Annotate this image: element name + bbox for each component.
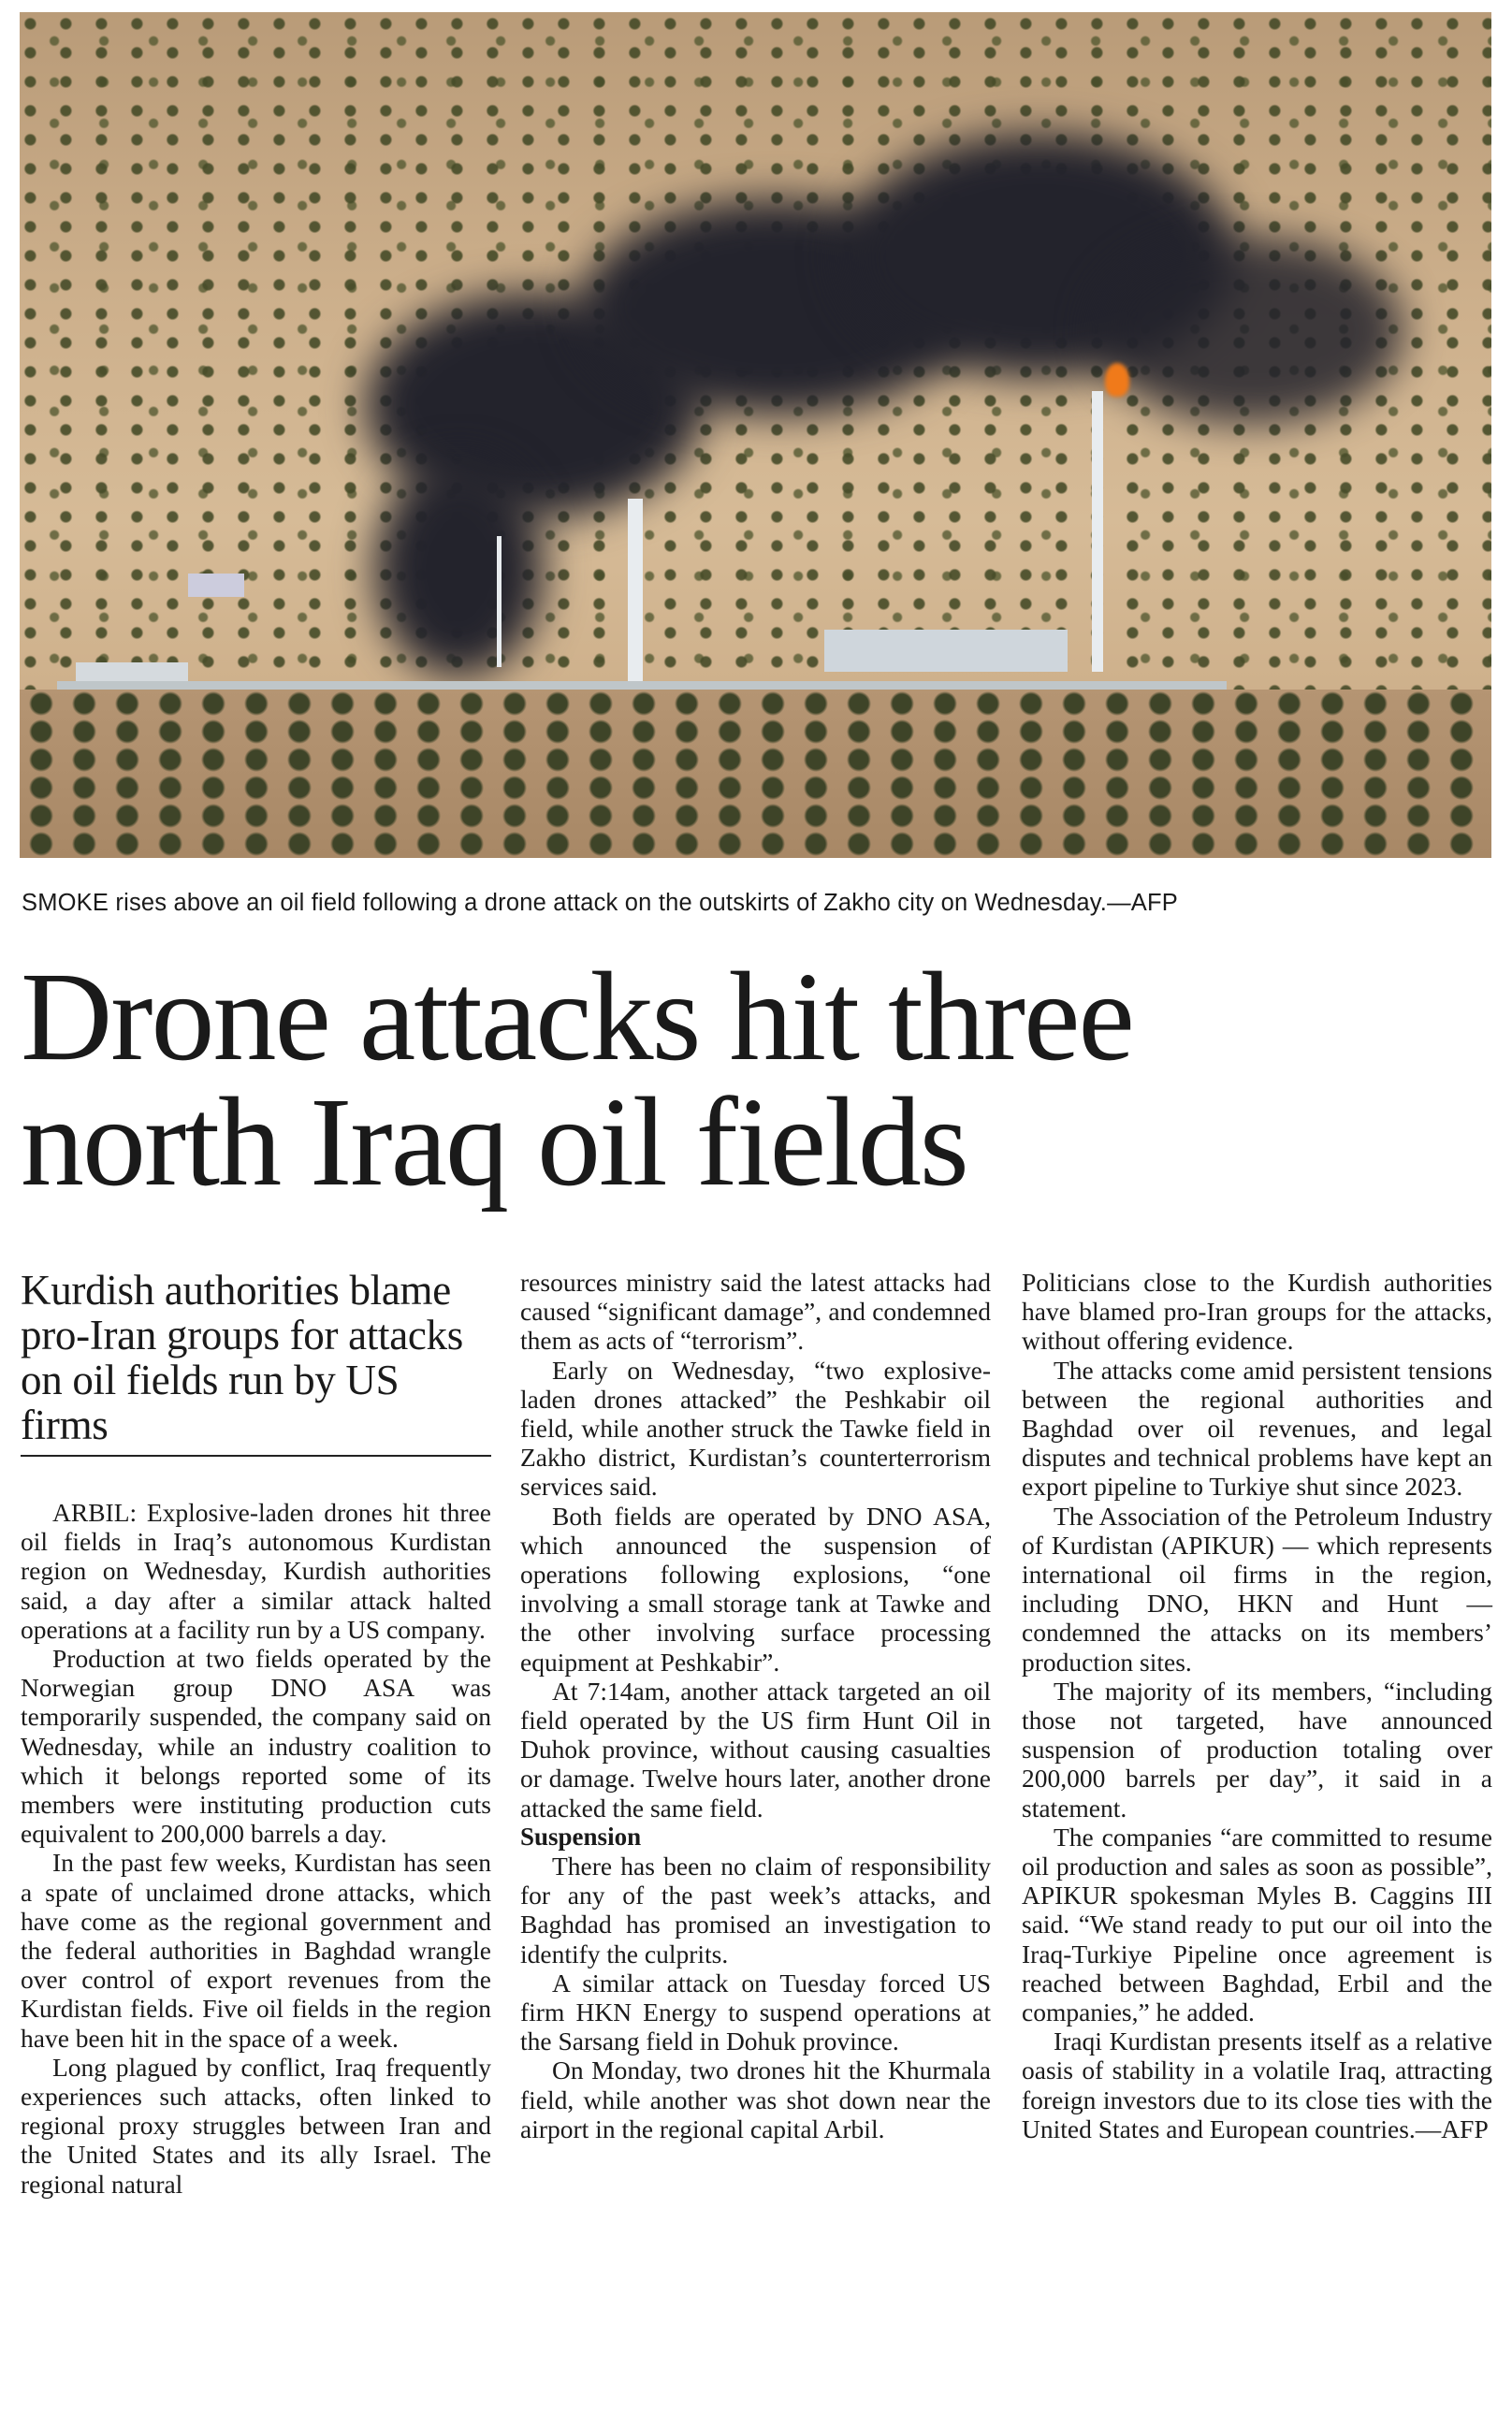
paragraph: The majority of its members, “including those not targeted, have announced suspension of production totaling over 200,000 barrels per day”, it said in a statement. [1022,1676,1492,1823]
processing-building [824,630,1068,672]
headline-line-1: Drone attacks hit three [21,947,1133,1087]
paragraph: The attacks come amid persistent tensions between the regional authorities and Baghdad over oil revenues, and legal disputes and technical problems have kept an export pipeline to Turkiye shut since 2023. [1022,1355,1492,1502]
subheadline-deck: Kurdish authorities blame pro-Iran groups for attacks on oil fields run by US firms [21,1268,491,1457]
paragraph: The Association of the Petroleum Industry of Kurdistan (APIKUR) — which represents international oil firms in the region, including DNO, HKN and Hunt — condemned the attacks on its members’ production sites. [1022,1501,1492,1677]
paragraph: At 7:14am, another attack targeted an oil field operated by the US firm Hunt Oil in Duhok province, without causing casualties or damage. Twelve hours later, another drone attacked the same field. [520,1676,991,1823]
photo-caption: SMOKE rises above an oil field following a drone attack on the outskirts of Zakho city on Wednesday.—AFP [22,890,1178,916]
building [188,574,244,597]
paragraph: resources ministry said the latest attacks had caused “significant damage”, and condemned them as acts of “terrorism”. [520,1268,991,1356]
paragraph: Politicians close to the Kurdish authorities have blamed pro-Iran groups for the attacks, without offering evidence. [1022,1268,1492,1356]
article-column-3 [1022,1268,1492,2143]
flare-stack [1092,391,1103,672]
paragraph: ARBIL: Explosive-laden drones hit three oil fields in Iraq’s autonomous Kurdistan region on Wednesday, Kurdish authorities said, a day after a similar attack halted operations at a facility run by a US company. [21,1498,491,1644]
article-column-1 [21,1268,491,2199]
headline-line-2: north Iraq oil fields [21,1072,967,1213]
news-photo-oil-field-smoke [20,12,1491,858]
paragraph: On Monday, two drones hit the Khurmala field, while another was shot down near the airport in the regional capital Arbil. [520,2056,991,2143]
paragraph: There has been no claim of responsibility for any of the past week’s attacks, and Baghdad has promised an investigation to identify the culprits. [520,1852,991,1968]
paragraph: The companies “are committed to resume oil production and sales as soon as possible”, APIKUR spokesman Myles B. Caggins III said. “We stand ready to put our oil into the Iraq-Turkiye Pipeline once agreement is reached between Baghdad, Erbil and the companies,” he added. [1022,1822,1492,2027]
paragraph: Production at two fields operated by the Norwegian group DNO ASA was temporarily suspended, the company said on Wednesday, while an industry coalition to which it belongs reported some of its members were instituting production cuts equivalent to 200,000 barrels a day. [21,1644,491,1849]
article-column-2 [520,1268,991,2143]
tower [628,499,643,686]
gas-flare [1105,363,1129,397]
section-subhead: Suspension [520,1822,642,1851]
paragraph: In the past few weeks, Kurdistan has seen a spate of unclaimed drone attacks, which have come as the regional government and the federal authorities in Baghdad wrangle over control of export revenues from the Kurdistan fields. Five oil fields in the region have been hit in the space of a week. [21,1848,491,2053]
headline [21,947,1480,1213]
tower [497,536,502,667]
paragraph: Early on Wednesday, “two explosive-laden drones attacked” the Peshkabir oil field, while another struck the Tawke field in Zakho district, Kurdistan’s counterterrorism services said. [520,1355,991,1502]
paragraph: A similar attack on Tuesday forced US firm HKN Energy to suspend operations at the Sarsang field in Dohuk province. [520,1968,991,2056]
foreground-scrubland [20,690,1491,858]
smoke-plume [1096,237,1404,424]
smoke-plume [375,461,544,676]
paragraph: Long plagued by conflict, Iraq frequently experiences such attacks, often linked to regional proxy struggles between Iran and the United States and its ally Israel. The regional natural [21,2052,491,2199]
paragraph: Both fields are operated by DNO ASA, which announced the suspension of operations following explosions, “one involving a small storage tank at Tawke and the other involving surface processing equipment at Peshkabir”. [520,1501,991,1677]
paragraph: Iraqi Kurdistan presents itself as a relative oasis of stability in a volatile Iraq, attracting foreign investors due to its close ties with the United States and European countries.—AFP [1022,2027,1492,2143]
